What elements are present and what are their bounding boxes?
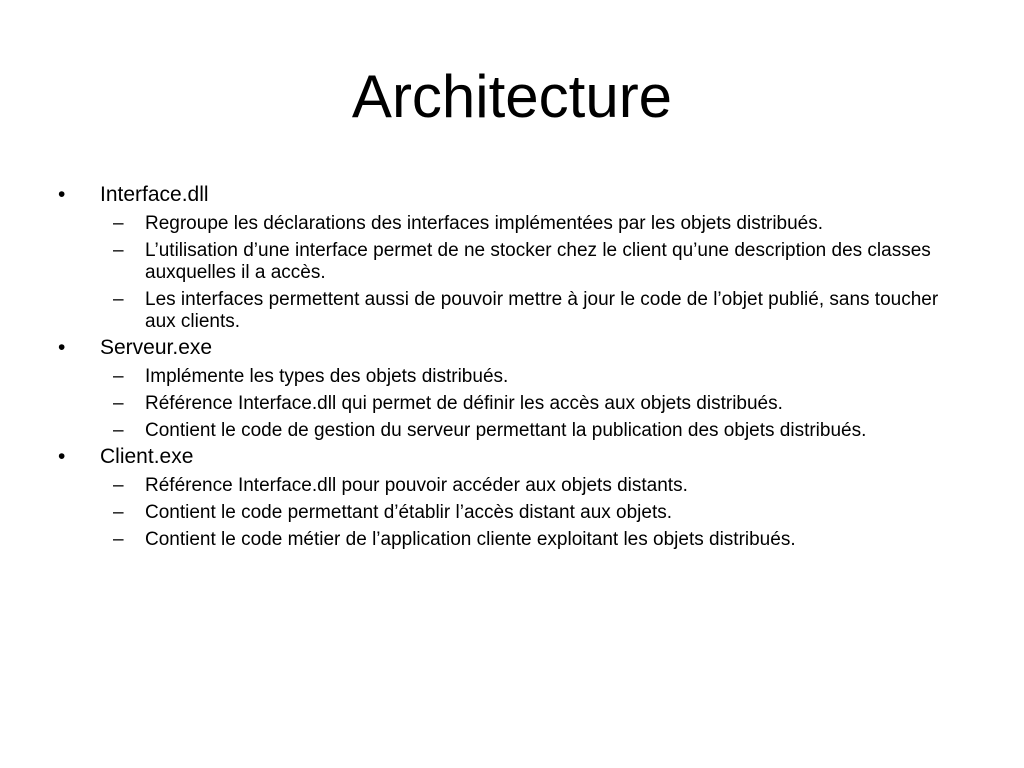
bullet-item-serveur-exe (0, 336, 1024, 360)
sub-item (0, 529, 965, 551)
dash-icon: – (113, 213, 124, 234)
sub-item (0, 240, 965, 284)
dash-icon: – (113, 475, 124, 496)
bullet-label: Interface.dll (100, 183, 209, 206)
sub-item (0, 502, 965, 524)
dash-icon: – (113, 289, 124, 310)
sub-item-text: Contient le code permettant d’établir l’accès distant aux objets. (145, 502, 673, 523)
bullet-icon: • (58, 183, 66, 206)
sub-item-text: Référence Interface.dll qui permet de définir les accès aux objets distribués. (145, 393, 783, 414)
sub-item (0, 213, 965, 235)
bullet-icon: • (58, 445, 66, 468)
dash-icon: – (113, 240, 124, 261)
slide-title: Architecture (351, 63, 673, 130)
dash-icon: – (113, 529, 124, 550)
bullet-label: Client.exe (100, 445, 194, 468)
sub-item (0, 393, 965, 415)
sub-item-text: Référence Interface.dll pour pouvoir accéder aux objets distants. (145, 475, 688, 496)
sub-item-text: Les interfaces permettent aussi de pouvoir mettre à jour le code de l’objet publié, sans toucher aux clients. (145, 289, 939, 332)
bullet-label: Serveur.exe (100, 336, 213, 359)
bullet-icon: • (58, 336, 66, 359)
sub-item-text: L’utilisation d’une interface permet de ne stocker chez le client qu’une description des classes auxquelles il a accès. (145, 240, 931, 283)
sub-item (0, 289, 965, 333)
sub-item (0, 475, 965, 497)
dash-icon: – (113, 502, 124, 523)
slide-content (0, 180, 1024, 551)
sub-item-text: Contient le code métier de l’application cliente exploitant les objets distribués. (145, 529, 796, 550)
bullet-item-client-exe (0, 445, 1024, 469)
dash-icon: – (113, 393, 124, 414)
dash-icon: – (113, 366, 124, 387)
sub-item-text: Implémente les types des objets distribués. (145, 366, 509, 387)
dash-icon: – (113, 420, 124, 441)
bullet-item-interface-dll (0, 183, 1024, 207)
sub-item (0, 420, 965, 442)
sub-item (0, 366, 965, 388)
sub-item-text: Regroupe les déclarations des interfaces implémentées par les objets distribués. (145, 213, 824, 234)
sub-item-text: Contient le code de gestion du serveur permettant la publication des objets distribués. (145, 420, 867, 441)
